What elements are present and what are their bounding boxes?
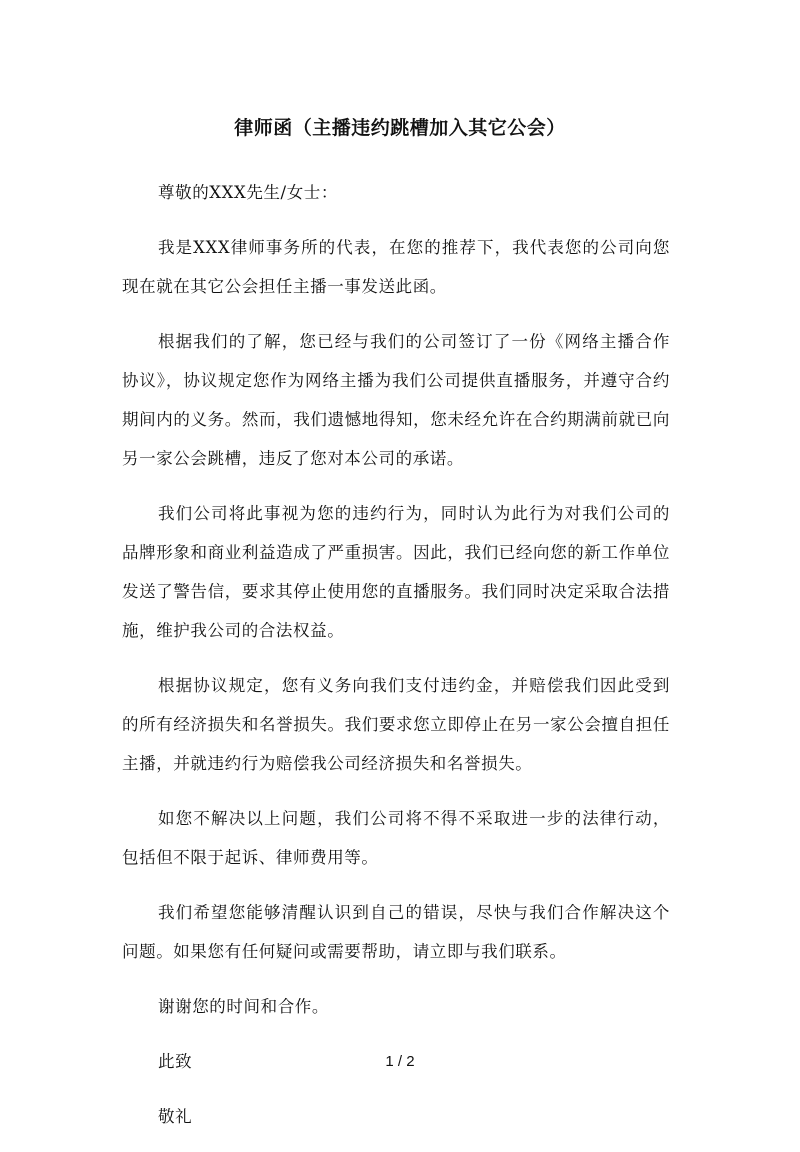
paragraph-compensation: 根据协议规定，您有义务向我们支付违约金，并赔偿我们因此受到的所有经济损失和名誉损失。我们要求您立即停止在另一家公会擅自担任主播，并就违约行为赔偿我公司经济损失和名誉损失。 xyxy=(122,676,670,773)
paragraph-cooperation: 我们希望您能够清醒认识到自己的错误，尽快与我们合作解决这个问题。如果您有任何疑问或需要帮助，请立即与我们联系。 xyxy=(122,903,670,961)
document-title: 律师函（主播违约跳槽加入其它公会） xyxy=(234,117,566,139)
paragraph-legal-action: 如您不解决以上问题，我们公司将不得不采取进一步的法律行动，包括但不限于起诉、律师费用等。 xyxy=(122,809,670,867)
page-number: 1 / 2 xyxy=(385,1053,415,1070)
closing-jingli: 敬礼 xyxy=(158,1107,193,1126)
paragraph-introduction: 我是XXX律师事务所的代表，在您的推荐下，我代表您的公司向您现在就在其它公会担任主播一事发送此函。 xyxy=(122,238,670,296)
salutation: 尊敬的XXX先生/女士： xyxy=(158,183,338,202)
letter-body xyxy=(122,173,670,1152)
paragraph-contract: 根据我们的了解，您已经与我们的公司签订了一份《网络主播合作协议》，协议规定您作为网络主播为我们公司提供直播服务，并遵守合约期间内的义务。然而，我们遗憾地得知，您未经允许在合约期满前就已向另一家公会跳槽，违反了您对本公司的承诺。 xyxy=(122,332,670,468)
paragraph-breach: 我们公司将此事视为您的违约行为，同时认为此行为对我们公司的品牌形象和商业利益造成了严重损害。因此，我们已经向您的新工作单位发送了警告信，要求其停止使用您的直播服务。我们同时决定采取合法措施，维护我公司的合法权益。 xyxy=(122,504,670,640)
paragraph-thanks: 谢谢您的时间和合作。 xyxy=(158,997,329,1016)
closing-cizhi: 此致 xyxy=(158,1052,193,1071)
